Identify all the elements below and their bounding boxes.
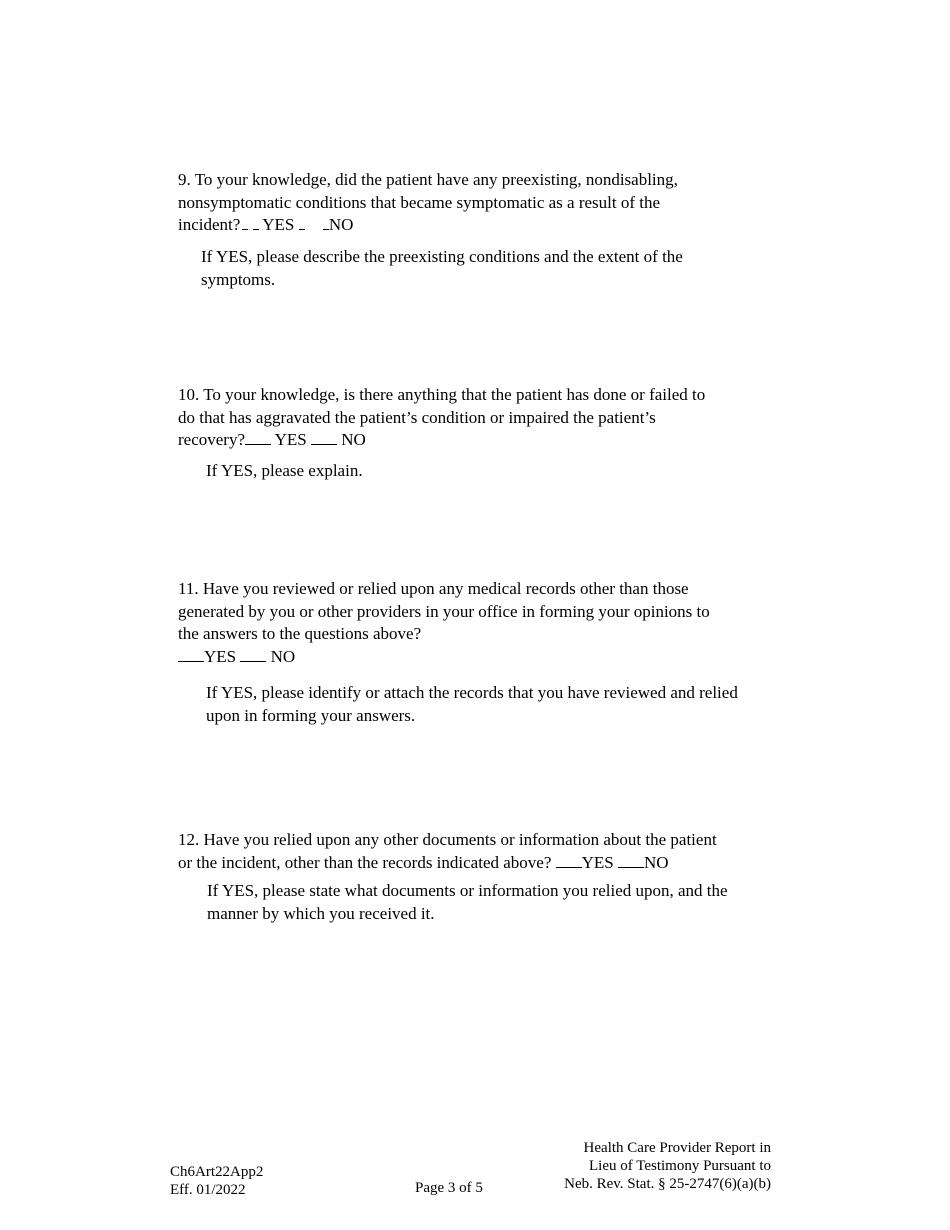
question-12-text-line1: 12. Have you relied upon any other documents or information about the patient <box>178 830 717 849</box>
question-12-yes-label: YES <box>581 852 614 872</box>
footer-document-title <box>510 1139 771 1193</box>
question-10-no-blank[interactable] <box>311 429 337 445</box>
question-10-yes-label: YES <box>274 430 307 449</box>
question-11-no-label: NO <box>270 646 296 666</box>
question-11-text-line1: 11. Have you reviewed or relied upon any medical records other than those <box>178 579 689 598</box>
question-11-no-blank[interactable] <box>240 646 266 662</box>
question-10-prompt: recovery? <box>178 430 246 449</box>
question-11-text-line2: generated by you or other providers in your office in forming your opinions to <box>178 601 710 621</box>
question-12-yes-blank[interactable] <box>556 852 582 868</box>
question-9-blank[interactable] <box>242 214 248 230</box>
footer-title-line1: Health Care Provider Report in <box>583 1140 771 1156</box>
footer-title-line2: Lieu of Testimony Pursuant to <box>589 1158 771 1174</box>
footer-title-line3: Neb. Rev. Stat. § 25-2747(6)(a)(b) <box>564 1176 771 1192</box>
question-9-follow-up: If YES, please describe the preexisting conditions and the extent of the symptoms. <box>201 247 683 289</box>
question-12-no-label: NO <box>644 852 669 872</box>
question-10-text-line1: 10. To your knowledge, is there anything that the patient has done or failed to <box>178 385 706 404</box>
question-11 <box>178 578 778 668</box>
question-9-text-line1: 9. To your knowledge, did the patient have any preexisting, nondisabling, <box>178 170 678 189</box>
question-10-follow-up: If YES, please explain. <box>206 461 363 480</box>
footer-form-id: Ch6Art22App2 <box>170 1164 264 1180</box>
question-10 <box>178 384 778 452</box>
question-9-answer-line <box>178 214 778 237</box>
question-9-no-label: NO <box>328 215 354 234</box>
question-12-follow-up: If YES, please state what documents or information you relied upon, and the manner by which you received it. <box>207 881 728 923</box>
question-12 <box>178 829 778 874</box>
footer-page-number: Page 3 of 5 <box>415 1180 483 1196</box>
question-9-yes-blank[interactable] <box>253 214 259 230</box>
question-10-yes-blank[interactable] <box>245 429 271 445</box>
footer-effective-date: Eff. 01/2022 <box>170 1182 246 1198</box>
footer-form-info <box>170 1163 263 1199</box>
question-9 <box>178 169 778 237</box>
question-11-answer-line <box>178 646 778 669</box>
question-9-yes-label: YES <box>262 215 295 234</box>
question-11-yes-blank[interactable] <box>178 646 204 662</box>
question-10-answer-line <box>178 429 778 452</box>
question-9-no-blank-a[interactable] <box>299 214 305 230</box>
question-10-no-label: NO <box>341 430 366 449</box>
question-11-text-line3: the answers to the questions above? <box>178 624 422 643</box>
question-11-yes-label: YES <box>204 646 237 666</box>
question-11-follow-up: If YES, please identify or attach the records that you have reviewed and relied upon in forming your answers. <box>206 683 738 725</box>
question-12-prompt: or the incident, other than the records indicated above? <box>178 852 552 872</box>
question-12-answer-line <box>178 852 778 875</box>
question-12-no-blank[interactable] <box>618 852 644 868</box>
question-9-prompt: incident? <box>178 215 241 234</box>
question-10-text-line2: do that has aggravated the patient’s condition or impaired the patient’s <box>178 407 656 427</box>
question-9-text-line2: nonsymptomatic conditions that became symptomatic as a result of the <box>178 192 661 212</box>
